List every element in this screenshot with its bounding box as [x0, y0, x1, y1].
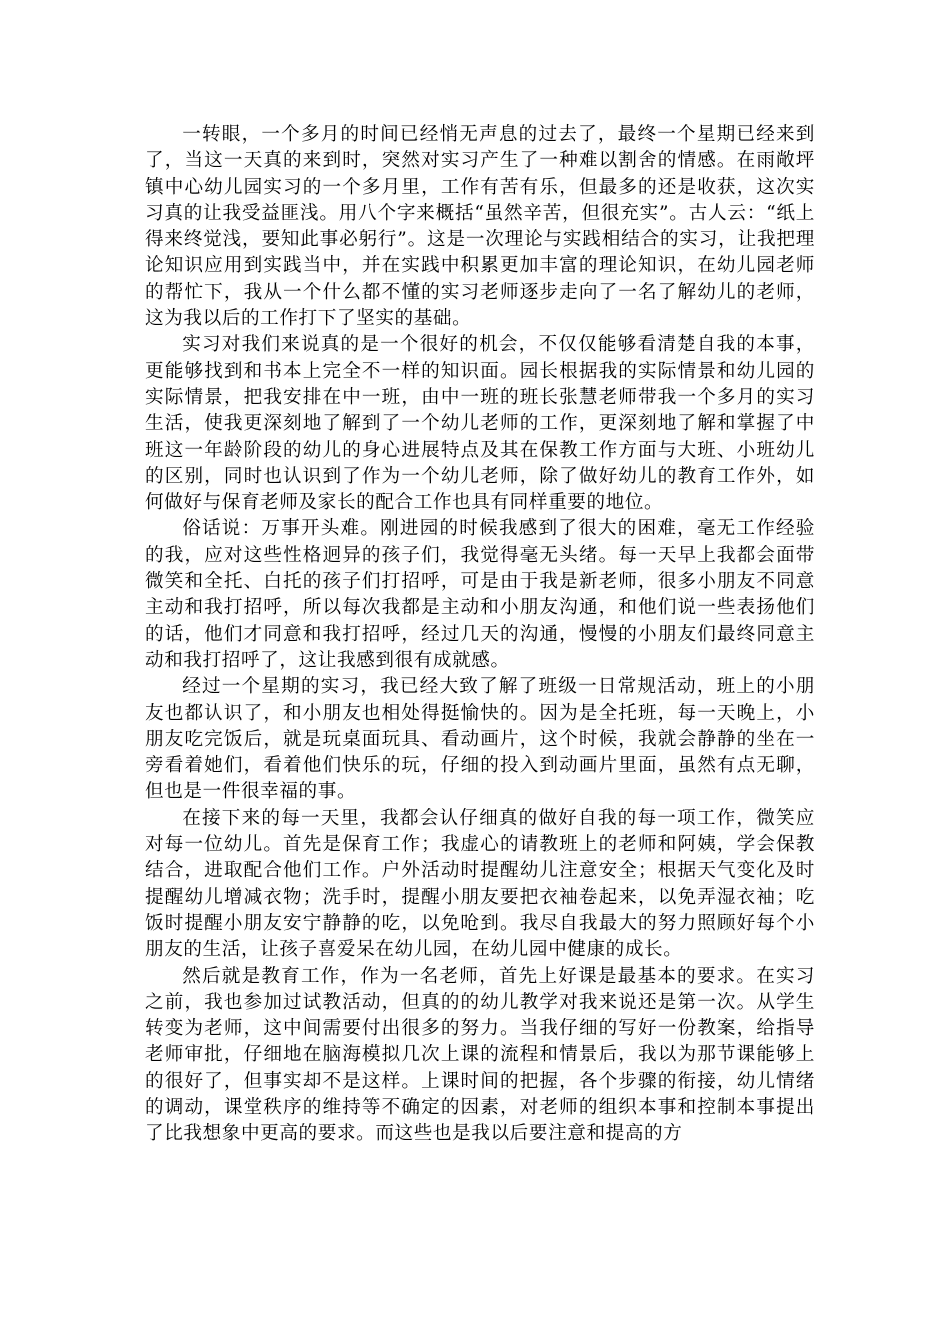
- paragraph-6: 然后就是教育工作，作为一名老师，首先上好课是最基本的要求。在实习之前，我也参加过试教活动，但真的的幼儿教学对我来说还是第一次。从学生转变为老师，这中间需要付出很多的努力。当我仔细的写好一份教案，给指导老师审批，仔细地在脑海模拟几次上课的流程和情景后，我以为那节课能够上的很好了，但事实却不是这样。上课时间的把握，各个步骤的衔接，幼儿情绪的调动，课堂秩序的维持等不确定的因素，对老师的组织本事和控制本事提出了比我想象中更高的要求。而这些也是我以后要注意和提高的方: [145, 965, 815, 1145]
- body-text: [145, 122, 815, 1148]
- paragraph-2: 实习对我们来说真的是一个很好的机会，不仅仅能够看清楚自我的本事，更能够找到和书本上完全不一样的知识面。园长根据我的实际情景和幼儿园的实际情景，把我安排在中一班，由中一班的班长张慧老师带我一个多月的实习生活，使我更深刻地了解到了一个幼儿老师的工作，更深刻地了解和掌握了中班这一年龄阶段的幼儿的身心进展特点及其在保教工作方面与大班、小班幼儿的区别，同时也认识到了作为一个幼儿老师，除了做好幼儿的教育工作外，如何做好与保育老师及家长的配合工作也具有同样重要的地位。: [145, 334, 815, 514]
- paragraph-5: 在接下来的每一天里，我都会认仔细真的做好自我的每一项工作，微笑应对每一位幼儿。首先是保育工作；我虚心的请教班上的老师和阿姨，学会保教结合，进取配合他们工作。户外活动时提醒幼儿注意安全；根据天气变化及时提醒幼儿增减衣物；洗手时，提醒小朋友要把衣袖卷起来，以免弄湿衣袖；吃饭时提醒小朋友安宁静静的吃，以免呛到。我尽自我最大的努力照顾好每个小朋友的生活，让孩子喜爱呆在幼儿园，在幼儿园中健康的成长。: [145, 807, 815, 961]
- paragraph-3: 俗话说：万事开头难。刚进园的时候我感到了很大的困难，毫无工作经验的我，应对这些性格迥异的孩子们，我觉得毫无头绪。每一天早上我都会面带微笑和全托、白托的孩子们打招呼，可是由于我是新老师，很多小朋友不同意主动和我打招呼，所以每次我都是主动和小朋友沟通，和他们说一些表扬他们的话，他们才同意和我打招呼，经过几天的沟通，慢慢的小朋友们最终同意主动和我打招呼了，这让我感到很有成就感。: [145, 518, 815, 671]
- paragraph-1: 一转眼，一个多月的时间已经悄无声息的过去了，最终一个星期已经来到了，当这一天真的来到时，突然对实习产生了一种难以割舍的情感。在雨敞坪镇中心幼儿园实习的一个多月里，工作有苦有乐，但最多的还是收获，这次实习真的让我受益匪浅。用八个字来概括“虽然辛苦，但很充实”。古人云：“纸上得来终觉浅，要知此事必躬行”。这是一次理论与实践相结合的实习，让我把理论知识应用到实践当中，并在实践中积累更加丰富的理论知识，在幼儿园老师的帮忙下，我从一个什么都不懂的实习老师逐步走向了一名了解幼儿的老师，这为我以后的工作打下了坚实的基础。: [145, 124, 815, 330]
- paragraph-4: 经过一个星期的实习，我已经大致了解了班级一日常规活动，班上的小朋友也都认识了，和小朋友也相处得挺愉快的。因为是全托班，每一天晚上，小朋友吃完饭后，就是玩桌面玩具、看动画片，这个时候，我就会静静的坐在一旁看着她们，看着他们快乐的玩，仔细的投入到动画片里面，虽然有点无聊，但也是一件很幸福的事。: [145, 676, 815, 803]
